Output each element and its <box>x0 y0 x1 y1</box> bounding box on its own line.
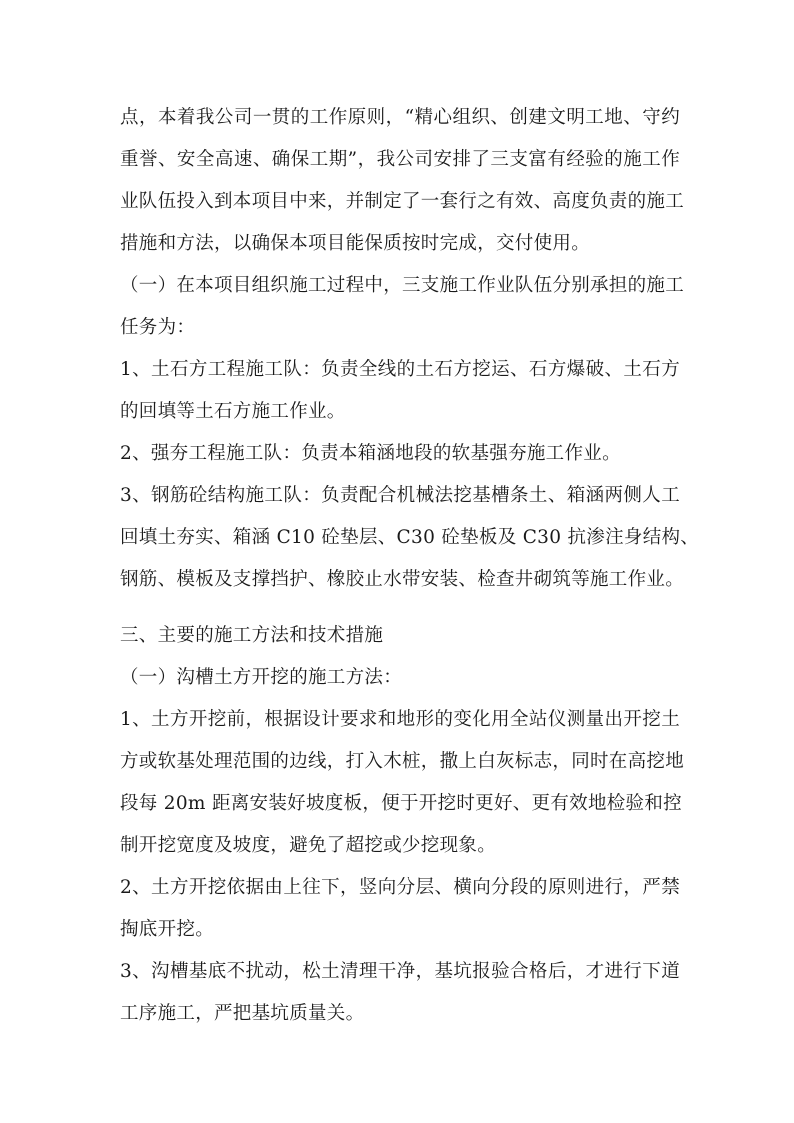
paragraph-line: 点，本着我公司一贯的工作原则，“精心组织、创建文明工地、守约 <box>120 107 680 128</box>
section-heading: 三、主要的施工方法和技术措施 <box>120 625 384 646</box>
subsection-heading: （一）沟槽土方开挖的施工方法： <box>120 667 403 688</box>
section-intro-line: （一）在本项目组织施工过程中，三支施工作业队伍分别承担的施工 <box>120 275 685 296</box>
list-item-line: 1、土方开挖前，根据设计要求和地形的变化用全站仪测量出开挖土 <box>120 709 680 730</box>
list-item-line: 掏底开挖。 <box>120 919 215 940</box>
list-item-line: 3、沟槽基底不扰动，松土清理干净，基坑报验合格后，才进行下道 <box>120 961 680 982</box>
list-item-line: 段每 20m 距离安装好坡度板，便于开挖时更好、更有效地检验和控 <box>120 793 682 814</box>
paragraph-line: 措施和方法，以确保本项目能保质按时完成，交付使用。 <box>120 233 591 254</box>
list-item-line: 回填土夯实、箱涵 C10 砼垫层、C30 砼垫板及 C30 抗渗注身结构、 <box>120 527 700 548</box>
list-item-line: 制开挖宽度及坡度，避免了超挖或少挖现象。 <box>120 835 497 856</box>
list-item-line: 2、强夯工程施工队：负责本箱涵地段的软基强夯施工作业。 <box>120 443 621 464</box>
paragraph-line: 业队伍投入到本项目中来，并制定了一套行之有效、高度负责的施工 <box>120 191 685 212</box>
list-item-line: 钢筋、模板及支撑挡护、橡胶止水带安装、检查井砌筑等施工作业。 <box>120 569 685 590</box>
list-item-line: 2、土方开挖依据由上往下，竖向分层、横向分段的原则进行，严禁 <box>120 877 680 898</box>
section-intro-line: 任务为： <box>120 317 196 338</box>
paragraph-line: 重誉、安全高速、确保工期”，我公司安排了三支富有经验的施工作 <box>120 149 680 170</box>
list-item-line: 工序施工，严把基坑质量关。 <box>120 1003 365 1024</box>
list-item-line: 的回填等土石方施工作业。 <box>120 401 346 422</box>
list-item-line: 1、土石方工程施工队：负责全线的土石方挖运、石方爆破、土石方 <box>120 359 680 380</box>
list-item-line: 3、钢筋砼结构施工队：负责配合机械法挖基槽条土、箱涵两侧人工 <box>120 485 680 506</box>
list-item-line: 方或软基处理范围的边线，打入木桩，撒上白灰标志，同时在高挖地 <box>120 751 685 772</box>
